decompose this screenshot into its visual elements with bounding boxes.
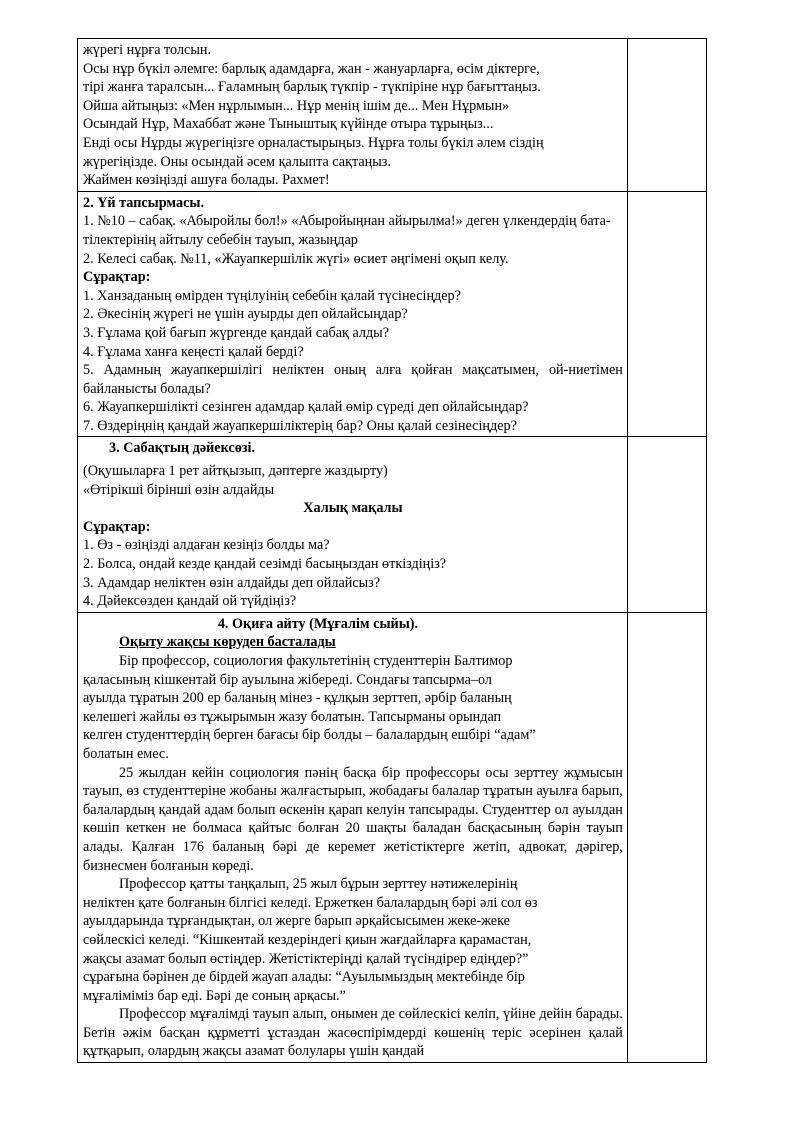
section-title: 3. Сабақтың дәйексөзі. [109,440,256,457]
lesson-plan-table [77,38,707,1063]
section-title: 2. Үй тапсырмасы. [83,194,205,211]
text-line: Осы нұр бүкіл әлемге: барлық адамдарға, жан - жануарларға, өсім діктерге, [83,60,540,77]
story-line: неліктен қате болғанын білгісі келеді. Ержеткен балалардың бәрі әлі сол өз [83,894,538,911]
story-line: болатын емес. [83,745,169,762]
empty-side-cell [627,191,706,437]
table-row [78,191,707,437]
story-line: ауылдарында тұрғандықтан, ол жерге барып әрқайсысымен жеке-жеке [83,913,510,930]
content-cell [78,39,628,192]
instruction-note: (Оқушыларға 1 рет айтқызып, дәптерге жаздырту) [83,463,388,480]
text-line: жүрегіңізде. Оны осындай әсем қалыпта сақтаңыз. [83,153,391,170]
empty-side-cell [627,437,706,612]
quote-source: Халық мақалы [303,500,403,517]
question-item: 3. Адамдар неліктен өзін алдайды деп ойлайсыз? [83,574,381,591]
story-line: Профессор қатты таңқалып, 25 жыл бұрын зерттеу нәтижелерінің [119,876,518,893]
homework-task: 2. Келесі сабақ. №11, «Жауапкершілік жүгі» өсиет әңгімені оқып келу. [83,250,509,267]
homework-task: 1. №10 – сабақ. «Абыройлы бол!» «Абыройыңнан айырылма!» деген үлкендердің бата-тілектерінің айтылу себебін тауып, жазыңдар [83,213,611,248]
question-item: 1. Ханзаданың өмірден түңілуінің себебін қалай түсінесіңдер? [83,287,461,304]
story-title: Оқыту жақсы көруден басталады [119,634,336,651]
question-item: 3. Ғұлама қой бағып жүргенде қандай сабақ алды? [83,324,390,341]
text-line: Жаймен көзіңізді ашуға болады. Рахмет! [83,172,330,189]
story-line: мұғаліміміз бар еді. Бәрі де соның арқасы.” [83,987,346,1004]
story-line: сұрағына бәрінен де бірдей жауап алады: “Ауылымыздың мектебінде бір [83,969,525,986]
story-line: сөйлескісі келеді. “Кішкентай кездеріндегі қиын жағдайларға қарамастан, [83,931,532,948]
text-line: жүрегі нұрға толсын. [83,42,212,58]
table-row [78,612,707,1062]
text-line: Ойша айтыңыз: «Мен нұрлымын... Нұр менің ішім де... Мен Нұрмын» [83,97,510,114]
questions-heading: Сұрақтар: [83,269,151,286]
content-cell [78,191,628,437]
story-line: келешегі жайлы өз тұжырымын жазу болатын. Тапсырманы орындап [83,708,502,725]
section-title: 4. Оқиға айту (Мұғалім сыйы). [217,615,419,632]
question-item: 6. Жауапкершілікті сезінген адамдар қалай өмір сүреді деп ойлайсыңдар? [83,399,529,416]
question-item: 5. Адамның жауапкершілігі неліктен оның алға қойған мақсатымен, ой-ниетімен байланысты болады? [83,362,623,397]
question-item: 2. Әкесінің жүрегі не үшін ауырды деп ойлайсыңдар? [83,306,408,323]
content-cell [78,612,628,1062]
text-line: Осындай Нұр, Махаббат және Тыныштық күйінде отыра тұрыңыз... [83,116,494,133]
text-line: тірі жанға таралсын... Ғаламның барлық түкпір - түкпіріне нұр бағыттаңыз. [83,79,541,96]
story-paragraph: 25 жылдан кейін социология пәнің басқа бір профессоры осы зерттеу жұмысын тауып, өз студенттеріне жобаны жалғастырып, жобадағы балалар тұратын ауылға барып, балалардың қандай адам болып өскенін қарап келуін тапсырады. Студенттер ол ауылдан көшіп кеткен не болмаса қайтыс болған 20 шақты баладан басқасының бәрін тауып алады. Қалған 176 баланың бәрі де керемет жетістіктерге жетіп, адвокат, дәрігер, бизнесмен болғанын көреді. [83,764,623,874]
question-item: 2. Болса, ондай кезде қандай сезімді басыңыздан өткіздіңіз? [83,556,447,573]
question-item: 4. Дәйексөзден қандай ой түйдіңіз? [83,593,297,610]
empty-side-cell [627,612,706,1062]
story-line: Бір профессор, социология факультетінің студенттерін Балтимор [119,653,513,669]
questions-heading: Сұрақтар: [83,518,151,535]
content-cell [78,437,628,612]
story-line: қаласының кішкентай бір ауылына жібереді. Сондағы тапсырма–ол [83,671,492,688]
story-line: ауылда тұратын 200 ер баланың мінез - құлқын зерттеп, әрбір баланың [83,690,512,707]
question-item: 4. Ғұлама ханға кеңесті қалай берді? [83,343,304,360]
table-row [78,39,707,192]
question-item: 7. Өздеріңнің қандай жауапкершіліктерің бар? Оны қалай сезінесіңдер? [83,417,517,434]
story-line: келген студенттердің берген бағасы бір болды – балалардың ешбірі “адам” [83,727,536,744]
empty-side-cell [627,39,706,192]
story-paragraph: Профессор мұғалімді тауып алып, онымен де сөйлескісі келіп, үйіне дейін барады. Бетін әжім басқан құрметті ұстаздан жасөспірімдерді көшенің теріс әсерінен қалай құтқарып, олардың жақсы азамат болулары үшін қандай [83,1006,623,1060]
story-line: жақсы азамат болып өстіңдер. Жетістіктеріңді қалай түсіндірер едіңдер?” [83,950,529,967]
text-line: Енді осы Нұрды жүрегіңізге орналастырыңыз. Нұрға толы бүкіл әлем сіздің [83,134,544,151]
quote-text: «Өтірікші бірінші өзін алдайды [83,481,275,498]
table-row [78,437,707,612]
question-item: 1. Өз - өзіңізді алдаған кезіңіз болды ма? [83,537,330,554]
